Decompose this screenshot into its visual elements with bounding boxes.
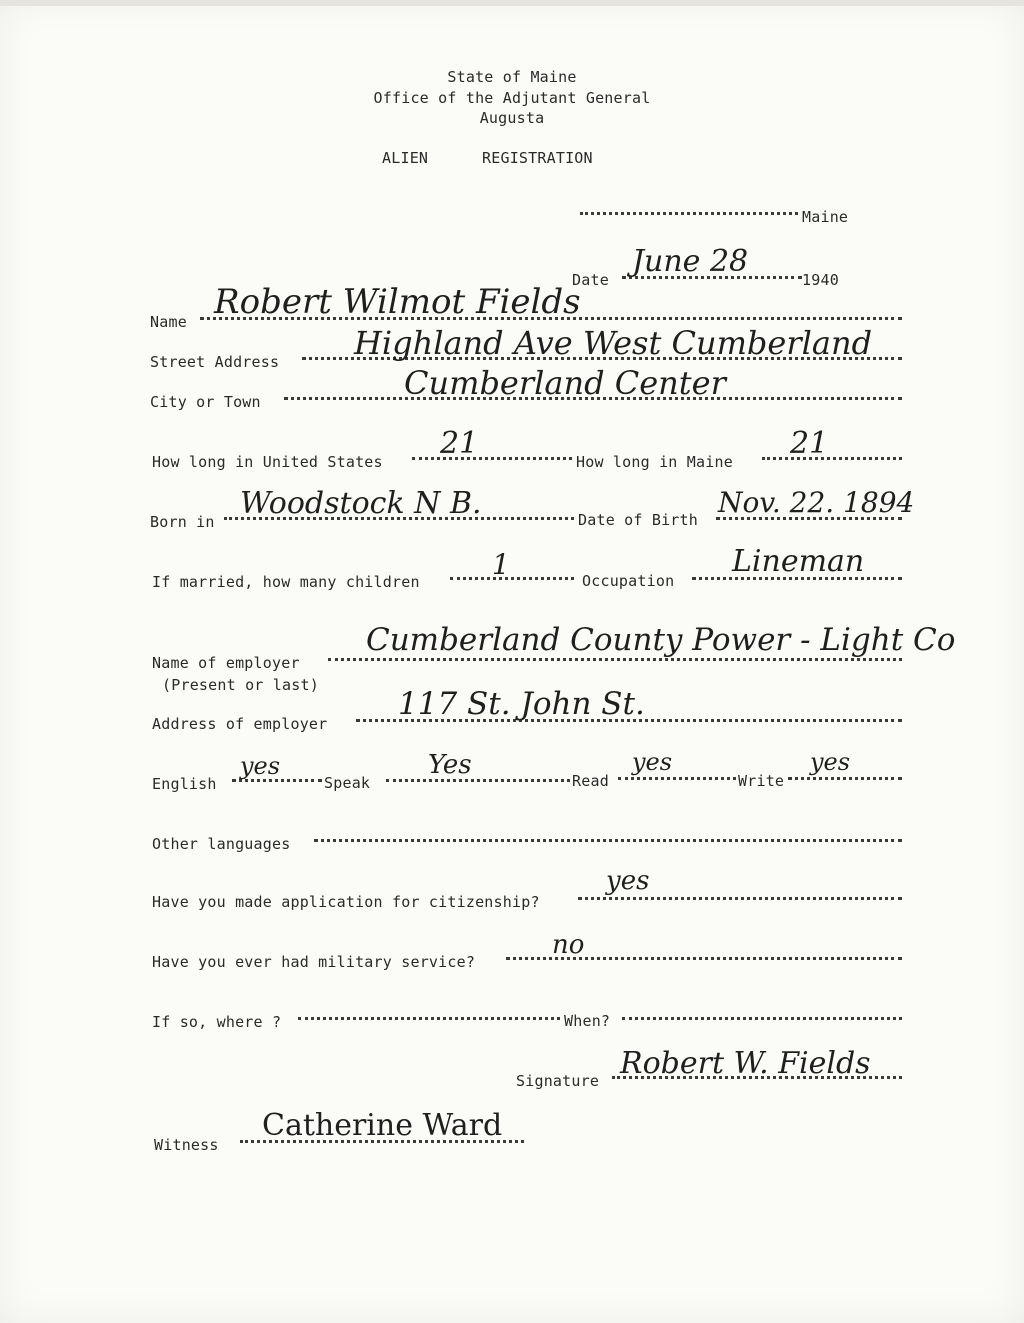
other-languages-dots bbox=[314, 839, 902, 842]
citizenship-label: Have you made application for citizenship? bbox=[152, 893, 540, 911]
date-value: June 28 bbox=[632, 244, 749, 279]
read-value: yes bbox=[632, 748, 673, 776]
read-dots bbox=[618, 777, 736, 780]
english-label: English bbox=[152, 775, 217, 793]
born-in-label: Born in bbox=[150, 513, 215, 531]
english-value: yes bbox=[240, 752, 281, 780]
citizenship-dots bbox=[578, 897, 902, 900]
speak-label: Speak bbox=[324, 774, 371, 792]
how-long-maine-value: 21 bbox=[790, 426, 829, 461]
other-languages-label: Other languages bbox=[152, 835, 291, 853]
occupation-value: Lineman bbox=[732, 544, 865, 579]
name-label: Name bbox=[150, 313, 187, 331]
date-of-birth-label: Date of Birth bbox=[578, 511, 698, 529]
children-value: 1 bbox=[492, 548, 510, 581]
how-long-us-value: 21 bbox=[440, 426, 479, 461]
when-dots bbox=[622, 1017, 902, 1020]
employer-address-label: Address of employer bbox=[152, 715, 328, 733]
scan-edge bbox=[0, 0, 1024, 6]
date-of-birth-value: Nov. 22. 1894 bbox=[718, 486, 915, 519]
write-label: Write bbox=[738, 772, 785, 790]
form-title-alien: ALIEN bbox=[382, 149, 429, 167]
if-so-where-label: If so, where ? bbox=[152, 1013, 282, 1031]
write-value: yes bbox=[810, 748, 851, 776]
write-dots bbox=[788, 777, 902, 780]
header-state: State of Maine bbox=[447, 68, 577, 86]
street-address-value: Highland Ave West Cumberland bbox=[354, 324, 873, 362]
speak-value: Yes bbox=[428, 750, 472, 780]
speak-dots bbox=[386, 779, 570, 782]
children-dots bbox=[450, 577, 574, 580]
citizenship-value: yes bbox=[606, 866, 650, 896]
employer-dots bbox=[328, 658, 902, 661]
how-long-us-dots bbox=[412, 457, 572, 460]
place-dots bbox=[580, 212, 798, 215]
signature-value: Robert W. Fields bbox=[620, 1046, 871, 1081]
employer-sublabel: (Present or last) bbox=[162, 676, 319, 694]
maine-label: Maine bbox=[802, 208, 849, 226]
city-value: Cumberland Center bbox=[404, 364, 726, 402]
military-label: Have you ever had military service? bbox=[152, 953, 476, 971]
name-value: Robert Wilmot Fields bbox=[214, 282, 581, 322]
how-long-maine-dots bbox=[762, 457, 902, 460]
when-label: When? bbox=[564, 1012, 611, 1030]
header-city: Augusta bbox=[479, 109, 545, 127]
header-office: Office of the Adjutant General bbox=[373, 89, 651, 107]
employer-value: Cumberland County Power - Light Co bbox=[366, 622, 956, 658]
occupation-label: Occupation bbox=[582, 572, 675, 590]
military-value: no bbox=[552, 930, 585, 960]
date-label: Date bbox=[572, 271, 609, 289]
witness-label: Witness bbox=[154, 1136, 219, 1154]
children-label: If married, how many children bbox=[152, 573, 420, 591]
employer-address-value: 117 St. John St. bbox=[398, 686, 645, 722]
street-address-label: Street Address bbox=[150, 353, 280, 371]
signature-label: Signature bbox=[516, 1072, 600, 1090]
employer-label: Name of employer bbox=[152, 654, 300, 672]
year-label: 1940 bbox=[802, 271, 839, 289]
city-label: City or Town bbox=[150, 393, 261, 411]
if-so-where-dots bbox=[298, 1017, 560, 1020]
born-in-value: Woodstock N B. bbox=[240, 486, 482, 521]
read-label: Read bbox=[572, 772, 609, 790]
form-title-registration: REGISTRATION bbox=[482, 149, 593, 167]
how-long-maine-label: How long in Maine bbox=[576, 453, 733, 471]
how-long-us-label: How long in United States bbox=[152, 453, 383, 471]
witness-value: Catherine Ward bbox=[262, 1108, 503, 1143]
